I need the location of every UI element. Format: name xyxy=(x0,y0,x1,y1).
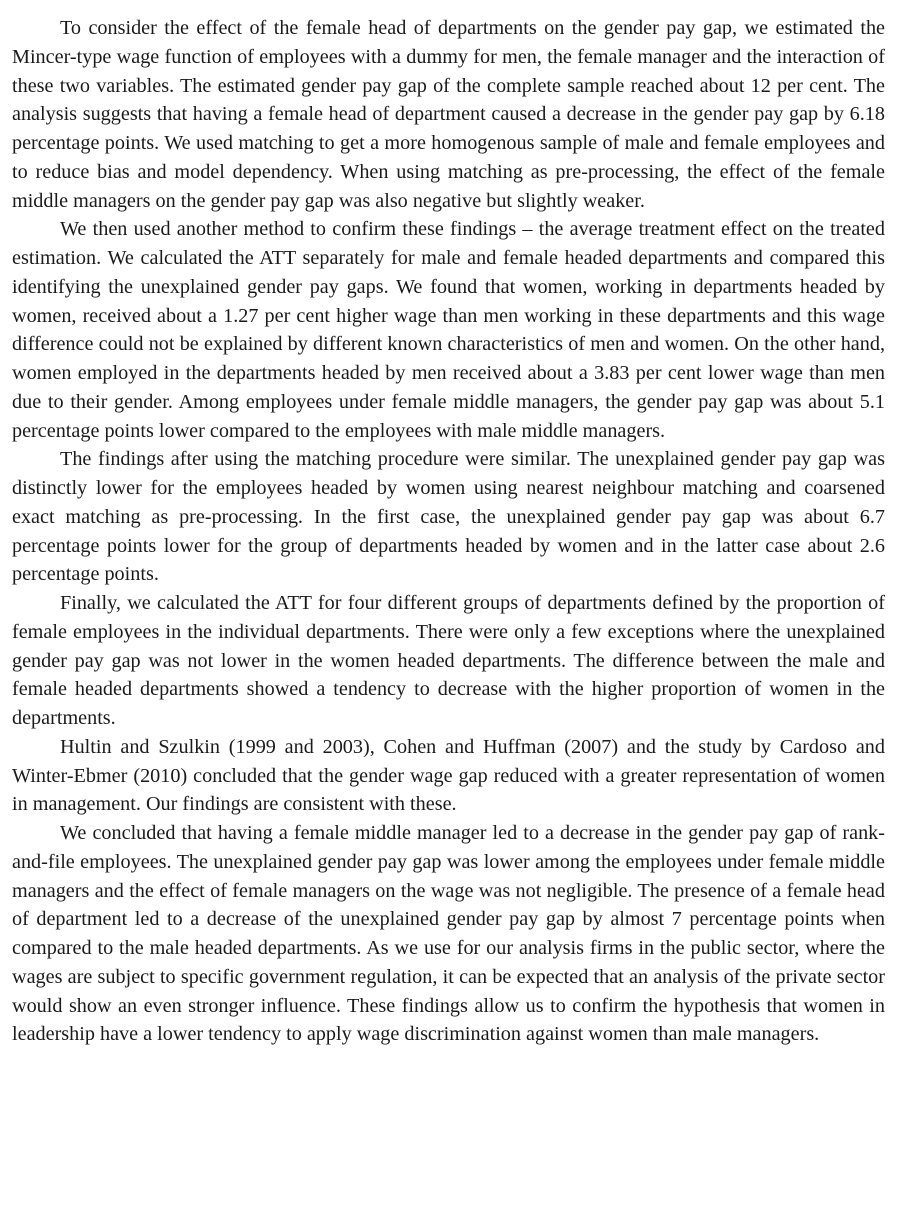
paragraph-6: We concluded that having a female middle manager led to a decrease in the gender pay gap of rank-and-file employees. The unexplained gender pay gap was lower among the employees under female middle managers and the effect of female managers on the wage was not negligible. The presence of a female head of department led to a decrease of the unexplained gender pay gap by almost 7 percentage points when compared to the male headed departments. As we use for our analysis firms in the public sector, where the wages are subject to specific government regulation, it can be expected that an analysis of the private sector would show an even stronger influence. These findings allow us to confirm the hypothesis that women in leadership have a lower tendency to apply wage discrimination against women than male managers. xyxy=(12,822,885,1046)
paragraph-3: The findings after using the matching procedure were similar. The unexplained gender pay gap was distinctly lower for the employees headed by women using nearest neighbour matching and coarsened exact matching as pre-processing. In the first case, the unexplained gender pay gap was about 6.7 percentage points lower for the group of departments headed by women and in the latter case about 2.6 percentage points. xyxy=(12,448,885,586)
paragraph-1: To consider the effect of the female head of departments on the gender pay gap, we estimated the Mincer-type wage function of employees with a dummy for men, the female manager and the interaction of these two variables. The estimated gender pay gap of the complete sample reached about 12 per cent. The analysis suggests that having a female head of department caused a decrease in the gender pay gap by 6.18 percentage points. We used matching to get a more homogenous sample of male and female employees and to reduce bias and model dependency. When using matching as pre-processing, the effect of the female middle managers on the gender pay gap was also negative but slightly weaker. xyxy=(12,17,885,212)
document-page xyxy=(12,14,885,1049)
paragraph-5: Hultin and Szulkin (1999 and 2003), Cohen and Huffman (2007) and the study by Cardoso and Winter-Ebmer (2010) concluded that the gender wage gap reduced with a greater representation of women in management. Our findings are consistent with these. xyxy=(12,735,885,816)
paragraph-2: We then used another method to confirm these findings – the average treatment effect on the treated estimation. We calculated the ATT separately for male and female headed departments and compared this identifying the unexplained gender pay gaps. We found that women, working in departments headed by women, received about a 1.27 per cent higher wage than men working in these departments and this wage difference could not be explained by different known characteristics of men and women. On the other hand, women employed in the departments headed by men received about a 3.83 per cent lower wage than men due to their gender. Among employees under female middle managers, the gender pay gap was about 5.1 percentage points lower compared to the employees with male middle managers. xyxy=(12,218,885,442)
paragraph-4: Finally, we calculated the ATT for four different groups of departments defined by the proportion of female employees in the individual departments. There were only a few exceptions where the unexplained gender pay gap was not lower in the women headed departments. The difference between the male and female headed departments showed a tendency to decrease with the higher proportion of women in the departments. xyxy=(12,592,885,729)
